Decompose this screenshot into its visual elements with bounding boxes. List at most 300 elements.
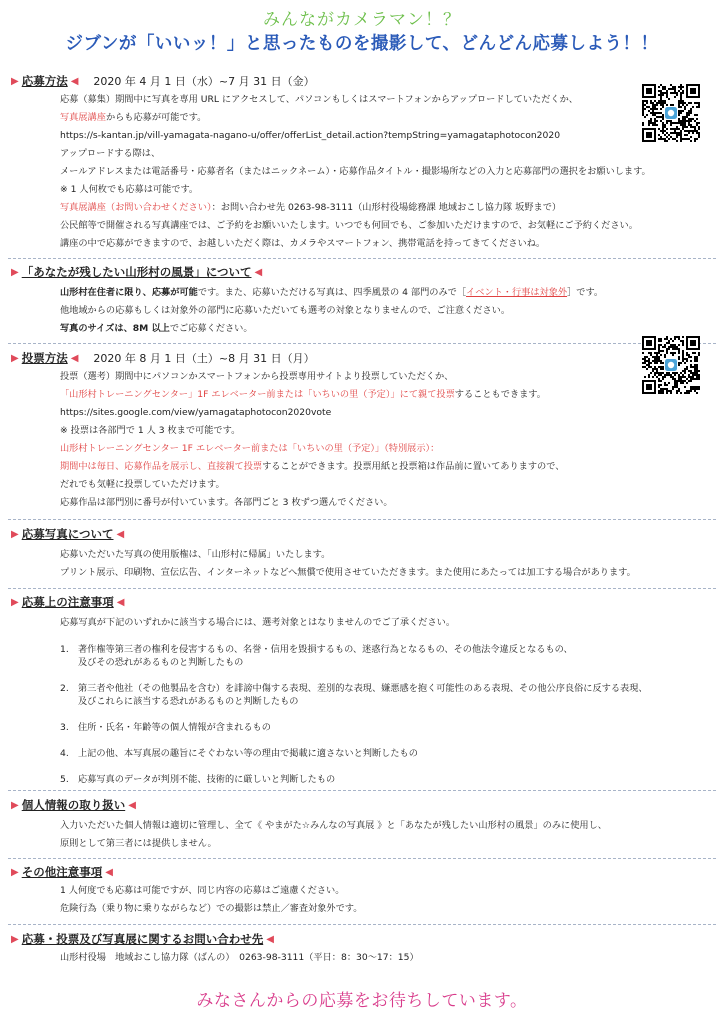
section-other-notes [8, 864, 716, 918]
qr-module [662, 88, 664, 90]
qr-module [672, 86, 674, 88]
qr-module [674, 352, 676, 354]
qr-module [690, 118, 692, 120]
qr-module [678, 122, 680, 124]
section-cautions [8, 594, 716, 799]
qr-module [690, 360, 692, 362]
qr-module [694, 368, 696, 370]
qr-module [664, 346, 666, 348]
qr-module [686, 352, 688, 354]
dashed-divider [8, 790, 716, 791]
qr-module [680, 134, 682, 136]
section-header [8, 797, 716, 813]
qr-module [660, 354, 662, 356]
text-span: することもできます。 [454, 389, 546, 400]
qr-module [680, 92, 682, 94]
qr-module [674, 132, 676, 134]
qr-module [682, 360, 684, 362]
qr-module [698, 354, 700, 356]
qr-module [684, 392, 686, 394]
qr-module [650, 120, 652, 122]
qr-module [670, 120, 672, 122]
qr-module [680, 138, 682, 140]
list-item [60, 643, 716, 669]
daily-exhibit-text: 期間中は毎日、応募作品を展示し、直接親て投票 [60, 461, 263, 472]
qr-module [694, 138, 696, 140]
qr-module [662, 346, 664, 348]
qr-code-graphic [642, 336, 700, 394]
qr-module [662, 92, 664, 94]
item-number: 5. [60, 774, 69, 785]
qr-module [642, 100, 644, 102]
qr-module [680, 136, 682, 138]
qr-module [690, 366, 692, 368]
qr-module [664, 140, 666, 142]
qr-module [676, 384, 678, 386]
triangle-left-icon: ◀ [128, 799, 136, 811]
qr-module [678, 102, 680, 104]
qr-module [654, 360, 656, 362]
text-line: 原則として第三者には提供しません。 [60, 838, 217, 849]
qr-module [660, 380, 662, 382]
triangle-left-icon: ◀ [116, 528, 125, 540]
qr-module [656, 104, 658, 106]
qr-module [696, 374, 698, 376]
triangle-right-icon: ▶ [11, 933, 19, 945]
qr-module [650, 102, 652, 104]
qr-module [650, 112, 652, 114]
qr-module [670, 84, 672, 86]
qr-module [682, 340, 684, 342]
qr-module [698, 104, 700, 106]
qr-module [678, 106, 680, 108]
qr-module [674, 344, 676, 346]
qr-module [644, 362, 646, 364]
qr-module [658, 86, 660, 88]
qr-module [688, 130, 690, 132]
qr-module [698, 134, 700, 136]
text-line: 応募作品は部門別に番号が付いています。各部門ごと 3 枚ずつ選んでください。 [60, 497, 393, 508]
qr-module [696, 122, 698, 124]
qr-module [682, 104, 684, 106]
qr-module [686, 392, 688, 394]
item-text: 応募写真のデータが判別不能、技術的に厳しいと判断したもの [78, 774, 336, 785]
qr-module [652, 114, 654, 116]
qr-module [646, 364, 648, 366]
qr-module [674, 338, 676, 340]
qr-module [658, 358, 660, 360]
qr-module [658, 100, 660, 102]
qr-module [664, 344, 666, 346]
qr-module [668, 390, 670, 392]
qr-module [672, 348, 674, 350]
qr-module [678, 350, 680, 352]
qr-module [674, 138, 676, 140]
qr-module [678, 90, 680, 92]
qr-module [678, 118, 680, 120]
qr-module [674, 374, 676, 376]
qr-module [662, 350, 664, 352]
qr-code-application[interactable] [642, 84, 700, 142]
qr-module [664, 124, 666, 126]
qr-module [680, 86, 682, 88]
qr-module [696, 132, 698, 134]
qr-module [672, 354, 674, 356]
qr-module [678, 356, 680, 358]
qr-module [686, 130, 688, 132]
qr-module [678, 338, 680, 340]
qr-module [682, 344, 684, 346]
qr-module [664, 374, 666, 376]
qr-module [676, 136, 678, 138]
qr-module [690, 380, 692, 382]
qr-module [670, 136, 672, 138]
qr-module [678, 348, 680, 350]
qr-module [692, 374, 694, 376]
qr-module [652, 122, 654, 124]
triangle-left-icon: ◀ [254, 266, 263, 278]
qr-module [674, 380, 676, 382]
qr-module [680, 392, 682, 394]
qr-module [676, 382, 678, 384]
qr-module [690, 110, 692, 112]
qr-module [680, 112, 682, 114]
qr-module [694, 352, 696, 354]
qr-code-graphic [642, 84, 700, 142]
qr-module [678, 132, 680, 134]
qr-module [696, 106, 698, 108]
qr-module [658, 346, 660, 348]
qr-module [674, 372, 676, 374]
application-url[interactable]: https://s-kantan.jp/vill-yamagata-nagano-u/offer/offerList_detail.action?tempString=yamagataphotocon2020 [60, 130, 561, 141]
qr-module [662, 114, 664, 116]
qr-module [682, 124, 684, 126]
qr-module [676, 92, 678, 94]
qr-module [642, 114, 644, 116]
qr-module [666, 338, 668, 340]
section-header [8, 864, 716, 880]
qr-module [690, 378, 692, 380]
qr-module [658, 384, 660, 386]
qr-module [676, 348, 678, 350]
qr-module [688, 120, 690, 122]
qr-module [698, 388, 700, 390]
qr-module [656, 124, 658, 126]
qr-module [656, 362, 658, 364]
qr-module [676, 134, 678, 136]
qr-module [658, 348, 660, 350]
qr-module [680, 102, 682, 104]
qr-module [662, 132, 664, 134]
qr-module [682, 86, 684, 88]
qr-module [678, 336, 680, 338]
qr-module [662, 124, 664, 126]
qr-module [666, 384, 668, 386]
qr-module [660, 362, 662, 364]
qr-module [656, 354, 658, 356]
qr-module [660, 344, 662, 346]
qr-module [686, 358, 688, 360]
qr-module [650, 366, 652, 368]
qr-module [686, 360, 688, 362]
qr-module [662, 102, 664, 104]
qr-module [642, 102, 644, 104]
qr-module [648, 362, 650, 364]
section-header [8, 73, 716, 89]
dashed-divider [8, 258, 716, 259]
qr-module [644, 100, 646, 102]
qr-module [658, 112, 660, 114]
qr-module [662, 392, 664, 394]
qr-module [658, 390, 660, 392]
top-title: みんながカメラマン！？ [263, 10, 461, 30]
qr-module [668, 120, 670, 122]
qr-module [692, 376, 694, 378]
qr-module [652, 360, 654, 362]
qr-module [676, 140, 678, 142]
text-line [60, 199, 716, 217]
dashed-divider [8, 858, 716, 859]
qr-module [660, 368, 662, 370]
text-line [60, 386, 716, 404]
qr-module [652, 356, 654, 358]
qr-module [690, 140, 692, 142]
list-item [60, 773, 716, 786]
qr-module [696, 114, 698, 116]
qr-module [694, 356, 696, 358]
qr-module [674, 348, 676, 350]
text-line: アップロードする際は、 [60, 148, 161, 159]
qr-module [654, 112, 656, 114]
qr-module [650, 100, 652, 102]
qr-module [666, 122, 668, 124]
venue-voting-text: 「山形村トレーニングセンター」1F エレベーター前または「いちいの里（予定）」にて親て投票 [60, 389, 455, 400]
qr-module [658, 116, 660, 118]
text-line [60, 320, 716, 338]
qr-module [674, 336, 676, 338]
text-span: でご応募ください。 [169, 323, 253, 334]
qr-module [656, 352, 658, 354]
text-line: ※ 1 人何枚でも応募は可能です。 [60, 184, 199, 195]
qr-module [642, 362, 644, 364]
qr-module [680, 130, 682, 132]
qr-module [690, 370, 692, 372]
qr-module [672, 104, 674, 106]
qr-module [660, 84, 662, 86]
qr-module [670, 122, 672, 124]
qr-module [684, 118, 686, 120]
qr-module [674, 382, 676, 384]
qr-module [670, 352, 672, 354]
qr-module [676, 132, 678, 134]
qr-module [646, 100, 648, 102]
qr-module [644, 104, 646, 106]
section-title: 応募方法 [21, 74, 68, 88]
text-line: 投票（選考）期間中にパソコンかスマートフォンから投票専用サイトより投票していただくか、 [60, 371, 454, 382]
qr-module [694, 370, 696, 372]
qr-module [644, 358, 646, 360]
qr-module [674, 122, 676, 124]
qr-module [656, 108, 658, 110]
qr-module [690, 390, 692, 392]
qr-module [682, 356, 684, 358]
qr-module [696, 376, 698, 378]
qr-module [672, 372, 674, 374]
qr-module [692, 366, 694, 368]
qr-module [680, 340, 682, 342]
qr-module [684, 368, 686, 370]
qr-module [678, 378, 680, 380]
voting-url[interactable]: https://sites.google.com/view/yamagataphotocon2020vote [60, 407, 332, 418]
qr-module [668, 374, 670, 376]
qr-module [692, 386, 694, 388]
triangle-left-icon: ◀ [116, 596, 125, 608]
qr-module [660, 92, 662, 94]
qr-module [684, 376, 686, 378]
qr-module [678, 352, 680, 354]
qr-module [652, 368, 654, 370]
qr-module [682, 350, 684, 352]
qr-module [684, 138, 686, 140]
qr-module [688, 118, 690, 120]
qr-module [694, 390, 696, 392]
qr-module [682, 382, 684, 384]
qr-module [658, 350, 660, 352]
qr-module [672, 376, 674, 378]
qr-module [664, 384, 666, 386]
qr-finder-module [646, 384, 652, 390]
qr-module [668, 348, 670, 350]
qr-module [654, 362, 656, 364]
qr-module [654, 352, 656, 354]
qr-module [694, 102, 696, 104]
qr-module [684, 124, 686, 126]
qr-module [654, 366, 656, 368]
qr-module [684, 116, 686, 118]
qr-module [692, 132, 694, 134]
dashed-divider [8, 343, 716, 344]
qr-module [642, 104, 644, 106]
qr-module [652, 376, 654, 378]
qr-module [646, 114, 648, 116]
qr-module [692, 352, 694, 354]
qr-module [678, 344, 680, 346]
qr-module [652, 106, 654, 108]
qr-module [662, 388, 664, 390]
qr-code-voting[interactable] [642, 336, 700, 394]
qr-module [654, 374, 656, 376]
qr-module [676, 336, 678, 338]
qr-module [666, 392, 668, 394]
qr-module [658, 94, 660, 96]
qr-module [688, 132, 690, 134]
qr-module [660, 136, 662, 138]
qr-module [688, 356, 690, 358]
qr-module [652, 110, 654, 112]
qr-module [648, 360, 650, 362]
qr-module [684, 380, 686, 382]
qr-module [696, 388, 698, 390]
qr-module [680, 376, 682, 378]
voting-period: 2020 年 8 月 1 日（土）~8 月 31 日（月） [93, 352, 315, 365]
qr-module [682, 342, 684, 344]
item-text: 上記の他、本写真展の趣旨にそぐわない等の理由で掲載に適さないと判断したもの [78, 748, 418, 759]
qr-module [644, 376, 646, 378]
qr-module [660, 104, 662, 106]
qr-module [670, 346, 672, 348]
text-line: 1 人何度でも応募は可能ですが、同じ内容の応募はご遠慮ください。 [60, 885, 345, 896]
qr-module [642, 110, 644, 112]
triangle-right-icon: ▶ [11, 528, 19, 540]
triangle-right-icon: ▶ [11, 266, 19, 278]
qr-module [698, 378, 700, 380]
qr-module [666, 336, 668, 338]
qr-module [648, 122, 650, 124]
qr-module [660, 390, 662, 392]
qr-module [646, 360, 648, 362]
qr-module [672, 388, 674, 390]
qr-module [666, 342, 668, 344]
qr-module [678, 358, 680, 360]
qr-module [654, 372, 656, 374]
qr-module [652, 124, 654, 126]
qr-module [664, 382, 666, 384]
qr-module [682, 336, 684, 338]
qr-module [678, 128, 680, 130]
qr-module [656, 370, 658, 372]
qr-module [688, 390, 690, 392]
qr-module [664, 86, 666, 88]
qr-module [660, 116, 662, 118]
qr-module [676, 94, 678, 96]
qr-module [678, 364, 680, 366]
qr-module [678, 110, 680, 112]
qr-module [678, 120, 680, 122]
qr-module [692, 372, 694, 374]
qr-module [680, 94, 682, 96]
camera-lens-icon [668, 110, 674, 116]
qr-module [656, 360, 658, 362]
qr-module [674, 130, 676, 132]
qr-module [666, 92, 668, 94]
qr-module [690, 120, 692, 122]
qr-module [690, 112, 692, 114]
qr-module [666, 104, 668, 106]
qr-module [674, 88, 676, 90]
qr-module [660, 96, 662, 98]
item-text: 住所・氏名・年齢等の個人情報が含まれるもの [78, 722, 271, 733]
qr-module [664, 130, 666, 132]
qr-module [690, 388, 692, 390]
qr-module [666, 90, 668, 92]
qr-module [696, 378, 698, 380]
qr-module [660, 94, 662, 96]
text-line: メールアドレスまたは電話番号・応募者名（またはニックネーム）・応募作品タイトル・撮影場所などの入力と応募部門の選択をお願いします。 [60, 166, 651, 177]
qr-module [688, 376, 690, 378]
text-span: からも応募が可能です。 [105, 112, 207, 123]
qr-module [654, 124, 656, 126]
qr-module [662, 116, 664, 118]
item-number: 3. [60, 722, 69, 733]
qr-module [690, 130, 692, 132]
qr-module [670, 104, 672, 106]
qr-module [686, 354, 688, 356]
qr-module [658, 338, 660, 340]
qr-module [696, 118, 698, 120]
qr-module [678, 376, 680, 378]
qr-module [692, 130, 694, 132]
qr-module [688, 114, 690, 116]
